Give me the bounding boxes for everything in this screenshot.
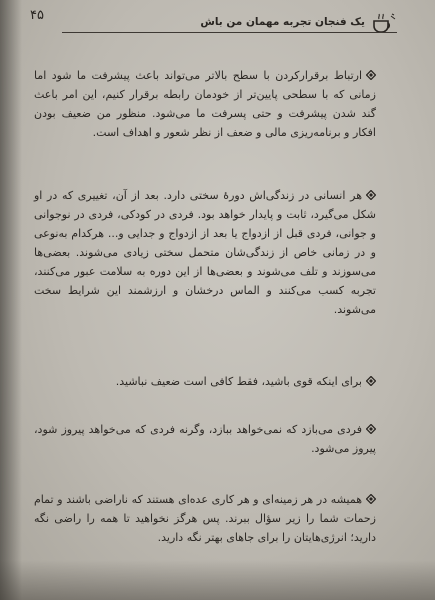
paragraph-4 <box>34 420 376 458</box>
header-rule <box>62 32 397 33</box>
diamond-bullet-icon <box>366 70 376 80</box>
diamond-bullet-icon <box>366 190 376 200</box>
paragraph-text: فردی می‌بازد که نمی‌خواهد ببازد، وگرنه فردی که می‌خواهد پیروز شود، پیروز می‌شود. <box>34 423 376 455</box>
page-bottom-shadow <box>0 560 435 600</box>
paragraph-text: همیشه در هر زمینه‌ای و هر کاری عده‌ای هستند که ناراضی باشند و تمام زحمات شما را زیر سؤال ببرند. پس هرگز نخواهید تا همه را راضی نگه دارید؛ انرژی‌هایتان را برای جاهای بهتر نگه دارید. <box>34 493 376 544</box>
page-gutter-shadow <box>0 0 22 600</box>
diamond-bullet-icon <box>366 376 376 386</box>
paragraph-text: برای اینکه قوی باشید، فقط کافی است ضعیف نباشید. <box>115 375 362 388</box>
diamond-bullet-icon <box>366 494 376 504</box>
paragraph-5 <box>34 490 376 547</box>
paragraph-3 <box>34 372 376 391</box>
teacup-logo-icon <box>371 12 397 34</box>
diamond-bullet-icon <box>366 424 376 434</box>
paragraph-text: ارتباط برقرارکردن با سطح بالاتر می‌تواند باعث پیشرفت ما شود اما زمانی که با سطحی پایین‌تر از خودمان رابطه برقرار کنیم، این امر باعث گند شدن پیشرفت و حتی پسرفت ما می‌شود. منظور من ضعیف بودن افکار و برنامه‌ریزی مالی و ضعف از نظر شعور و اهداف است. <box>34 69 376 139</box>
running-header <box>24 12 397 34</box>
paragraph-text: هر انسانی در زندگی‌اش دورهٔ سختی دارد. بعد از آن، تغییری که در او شکل می‌گیرد، ثابت و پایدار خواهد بود. فردی در کودکی، فردی در نوجوانی و جوانی، فردی قبل از ازدواج یا بعد از ازدواج و جدایی و... هرکدام به‌نوعی و در زمانی خاص از زندگی‌شان متحمل سختی زیادی می‌شوند. بعضی‌ها می‌سوزند و تلف می‌شوند و بعضی‌ها از این دوره به سلامت عبور می‌کنند، تجربه کسب می‌کنند و الماس درخشان و ارزشمند این شرایط سخت می‌شوند. <box>34 189 376 316</box>
page-number: ۴۵ <box>30 8 44 23</box>
paragraph-2 <box>34 186 376 319</box>
paragraph-1 <box>34 66 376 142</box>
header-title: یک فنجان تجربه مهمان من باش <box>200 16 365 28</box>
